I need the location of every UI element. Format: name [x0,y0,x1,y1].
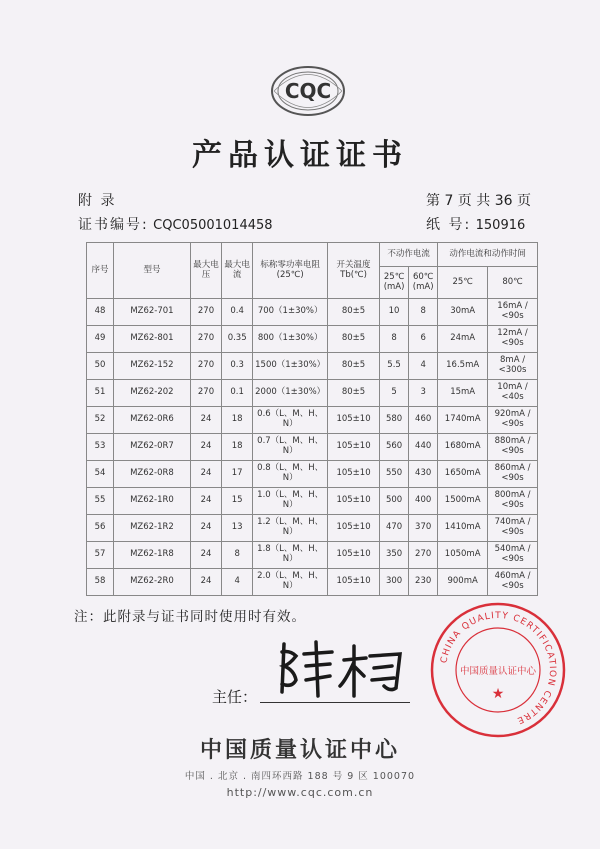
table-cell-n25: 5.5 [380,353,409,380]
table-cell-v: 270 [190,380,221,407]
table-row [87,380,538,407]
table-cell-a80: 10mA / <40s [488,380,538,407]
table-cell-n60: 8 [409,299,438,326]
table-cell-a25: 1410mA [438,515,488,542]
paper-number [426,214,525,234]
table-row [87,542,538,569]
table-cell-a80: 16mA / <90s [488,299,538,326]
table-cell-v: 24 [190,542,221,569]
table-cell-i: 0.3 [222,353,253,380]
table-row [87,434,538,461]
table-cell-a25: 1050mA [438,542,488,569]
table-cell-a25: 15mA [438,380,488,407]
table-cell-a25: 30mA [438,299,488,326]
table-cell-a25: 900mA [438,569,488,596]
table-cell-i: 15 [222,488,253,515]
table-cell-n60: 430 [409,461,438,488]
stamp-chinese: 中国质量认证中心 [459,666,537,677]
table-cell-n25: 580 [380,407,409,434]
header-non-action-25: 25℃(mA) [380,267,409,299]
header-max-voltage: 最大电压 [190,243,221,299]
table-cell-v: 24 [190,488,221,515]
table-cell-model: MZ62-2R0 [114,569,191,596]
table-cell-seq: 58 [87,569,114,596]
table-cell-n60: 3 [409,380,438,407]
table-cell-t: 105±10 [328,542,380,569]
table-row [87,488,538,515]
table-cell-n25: 350 [380,542,409,569]
director-signature [270,636,410,700]
table-cell-n25: 500 [380,488,409,515]
table-cell-t: 105±10 [328,434,380,461]
table-cell-a25: 1740mA [438,407,488,434]
table-row [87,569,538,596]
table-cell-v: 24 [190,461,221,488]
table-cell-seq: 50 [87,353,114,380]
table-cell-a25: 16.5mA [438,353,488,380]
table-cell-n25: 300 [380,569,409,596]
organization-name: 中国质量认证中心 [199,738,400,763]
table-cell-i: 13 [222,515,253,542]
director-label: 主任： [212,688,258,706]
table-cell-t: 80±5 [328,380,380,407]
table-cell-r: 1.2（L、M、H、N） [253,515,328,542]
table-cell-seq: 49 [87,326,114,353]
table-cell-model: MZ62-0R6 [114,407,191,434]
header-action-current: 动作电流和动作时间 [438,243,538,267]
table-cell-n25: 550 [380,461,409,488]
table-row [87,515,538,542]
header-resistance: 标称零功率电阻(25℃) [253,243,328,299]
table-cell-n60: 230 [409,569,438,596]
table-cell-r: 2.0（L、M、H、N） [253,569,328,596]
table-cell-a80: 880mA / <90s [488,434,538,461]
table-cell-t: 105±10 [328,407,380,434]
table-cell-r: 0.7（L、M、H、N） [253,434,328,461]
table-row [87,461,538,488]
table-cell-r: 1.0（L、M、H、N） [253,488,328,515]
table-cell-i: 17 [222,461,253,488]
table-cell-i: 18 [222,407,253,434]
table-cell-seq: 55 [87,488,114,515]
table-cell-t: 105±10 [328,569,380,596]
header-action-25: 25℃ [438,267,488,299]
cert-number [78,214,273,234]
table-cell-seq: 57 [87,542,114,569]
table-row [87,353,538,380]
table-cell-t: 105±10 [328,515,380,542]
organization-website: http://www.cqc.com.cn [226,786,374,799]
organization-address: 中国 . 北京 . 南四环西路 188 号 9 区 100070 [184,771,416,782]
table-cell-t: 105±10 [328,488,380,515]
table-cell-a25: 1680mA [438,434,488,461]
table-cell-r: 1500（1±30%） [253,353,328,380]
header-max-current: 最大电流 [222,243,253,299]
header-action-80: 80℃ [488,267,538,299]
table-cell-seq: 48 [87,299,114,326]
table-cell-a80: 8mA / <300s [488,353,538,380]
table-cell-n60: 460 [409,407,438,434]
table-cell-n25: 560 [380,434,409,461]
header-non-action-60: 60℃(mA) [409,267,438,299]
paper-number-value: 150916 [475,218,526,233]
table-cell-n60: 400 [409,488,438,515]
table-cell-n25: 8 [380,326,409,353]
table-cell-seq: 54 [87,461,114,488]
table-cell-i: 0.35 [222,326,253,353]
table-cell-v: 24 [190,434,221,461]
page-info: 第 7 页 共 36 页 [426,193,531,209]
table-cell-i: 8 [222,542,253,569]
table-cell-n25: 470 [380,515,409,542]
cert-number-value: CQC05001014458 [153,218,273,233]
table-cell-a80: 920mA / <90s [488,407,538,434]
table-cell-n60: 440 [409,434,438,461]
table-cell-model: MZ62-801 [114,326,191,353]
table-cell-r: 2000（1±30%） [253,380,328,407]
table-cell-n60: 6 [409,326,438,353]
table-cell-r: 0.6（L、M、H、N） [253,407,328,434]
table-cell-n60: 370 [409,515,438,542]
header-switch-temp: 开关温度Tb(℃) [328,243,380,299]
certificate-table [86,242,538,596]
table-cell-v: 270 [190,353,221,380]
table-cell-seq: 56 [87,515,114,542]
paper-number-label: 纸 号: [426,217,472,233]
table-cell-model: MZ62-701 [114,299,191,326]
table-cell-model: MZ62-1R8 [114,542,191,569]
table-cell-r: 1.8（L、M、H、N） [253,542,328,569]
table-cell-i: 4 [222,569,253,596]
table-cell-r: 700（1±30%） [253,299,328,326]
table-cell-a80: 800mA / <90s [488,488,538,515]
stamp-star: ★ [491,686,505,702]
table-cell-v: 24 [190,407,221,434]
header-non-action-current: 不动作电流 [380,243,438,267]
validity-note: 注：此附录与证书同时使用时有效。 [74,609,306,625]
table-cell-t: 80±5 [328,353,380,380]
table-cell-t: 80±5 [328,299,380,326]
table-cell-a80: 740mA / <90s [488,515,538,542]
table-cell-v: 24 [190,569,221,596]
table-row [87,407,538,434]
table-cell-a80: 860mA / <90s [488,461,538,488]
table-cell-a80: 460mA / <90s [488,569,538,596]
logo-text: CQC [284,79,332,103]
signature-line [260,702,410,703]
document-title: 产品认证证书 [192,138,408,173]
table-cell-i: 0.4 [222,299,253,326]
table-cell-model: MZ62-202 [114,380,191,407]
table-cell-a25: 1650mA [438,461,488,488]
table-cell-model: MZ62-0R8 [114,461,191,488]
table-cell-model: MZ62-1R0 [114,488,191,515]
table-cell-v: 270 [190,326,221,353]
table-cell-t: 105±10 [328,461,380,488]
table-cell-a25: 24mA [438,326,488,353]
table-cell-r: 0.8（L、M、H、N） [253,461,328,488]
table-cell-v: 24 [190,515,221,542]
table-row [87,299,538,326]
table-cell-seq: 52 [87,407,114,434]
table-row [87,326,538,353]
table-cell-seq: 53 [87,434,114,461]
table-cell-a80: 12mA / <90s [488,326,538,353]
table-cell-t: 80±5 [328,326,380,353]
table-cell-v: 270 [190,299,221,326]
table-cell-i: 18 [222,434,253,461]
table-cell-seq: 51 [87,380,114,407]
table-cell-i: 0.1 [222,380,253,407]
appendix-label: 附 录 [78,193,117,209]
header-seq: 序号 [87,243,114,299]
table-cell-r: 800（1±30%） [253,326,328,353]
cert-number-label: 证书编号: [78,217,149,233]
cqc-logo [268,62,348,120]
table-cell-n25: 5 [380,380,409,407]
table-cell-model: MZ62-152 [114,353,191,380]
certification-stamp [428,600,568,740]
table-cell-model: MZ62-1R2 [114,515,191,542]
table-cell-a80: 540mA / <90s [488,542,538,569]
table-cell-a25: 1500mA [438,488,488,515]
table-cell-n60: 4 [409,353,438,380]
table-cell-n60: 270 [409,542,438,569]
header-model: 型号 [114,243,191,299]
stamp-text: CHINA QUALITY CERTIFICATION CENTRE [439,610,558,726]
table-cell-n25: 10 [380,299,409,326]
table-cell-model: MZ62-0R7 [114,434,191,461]
